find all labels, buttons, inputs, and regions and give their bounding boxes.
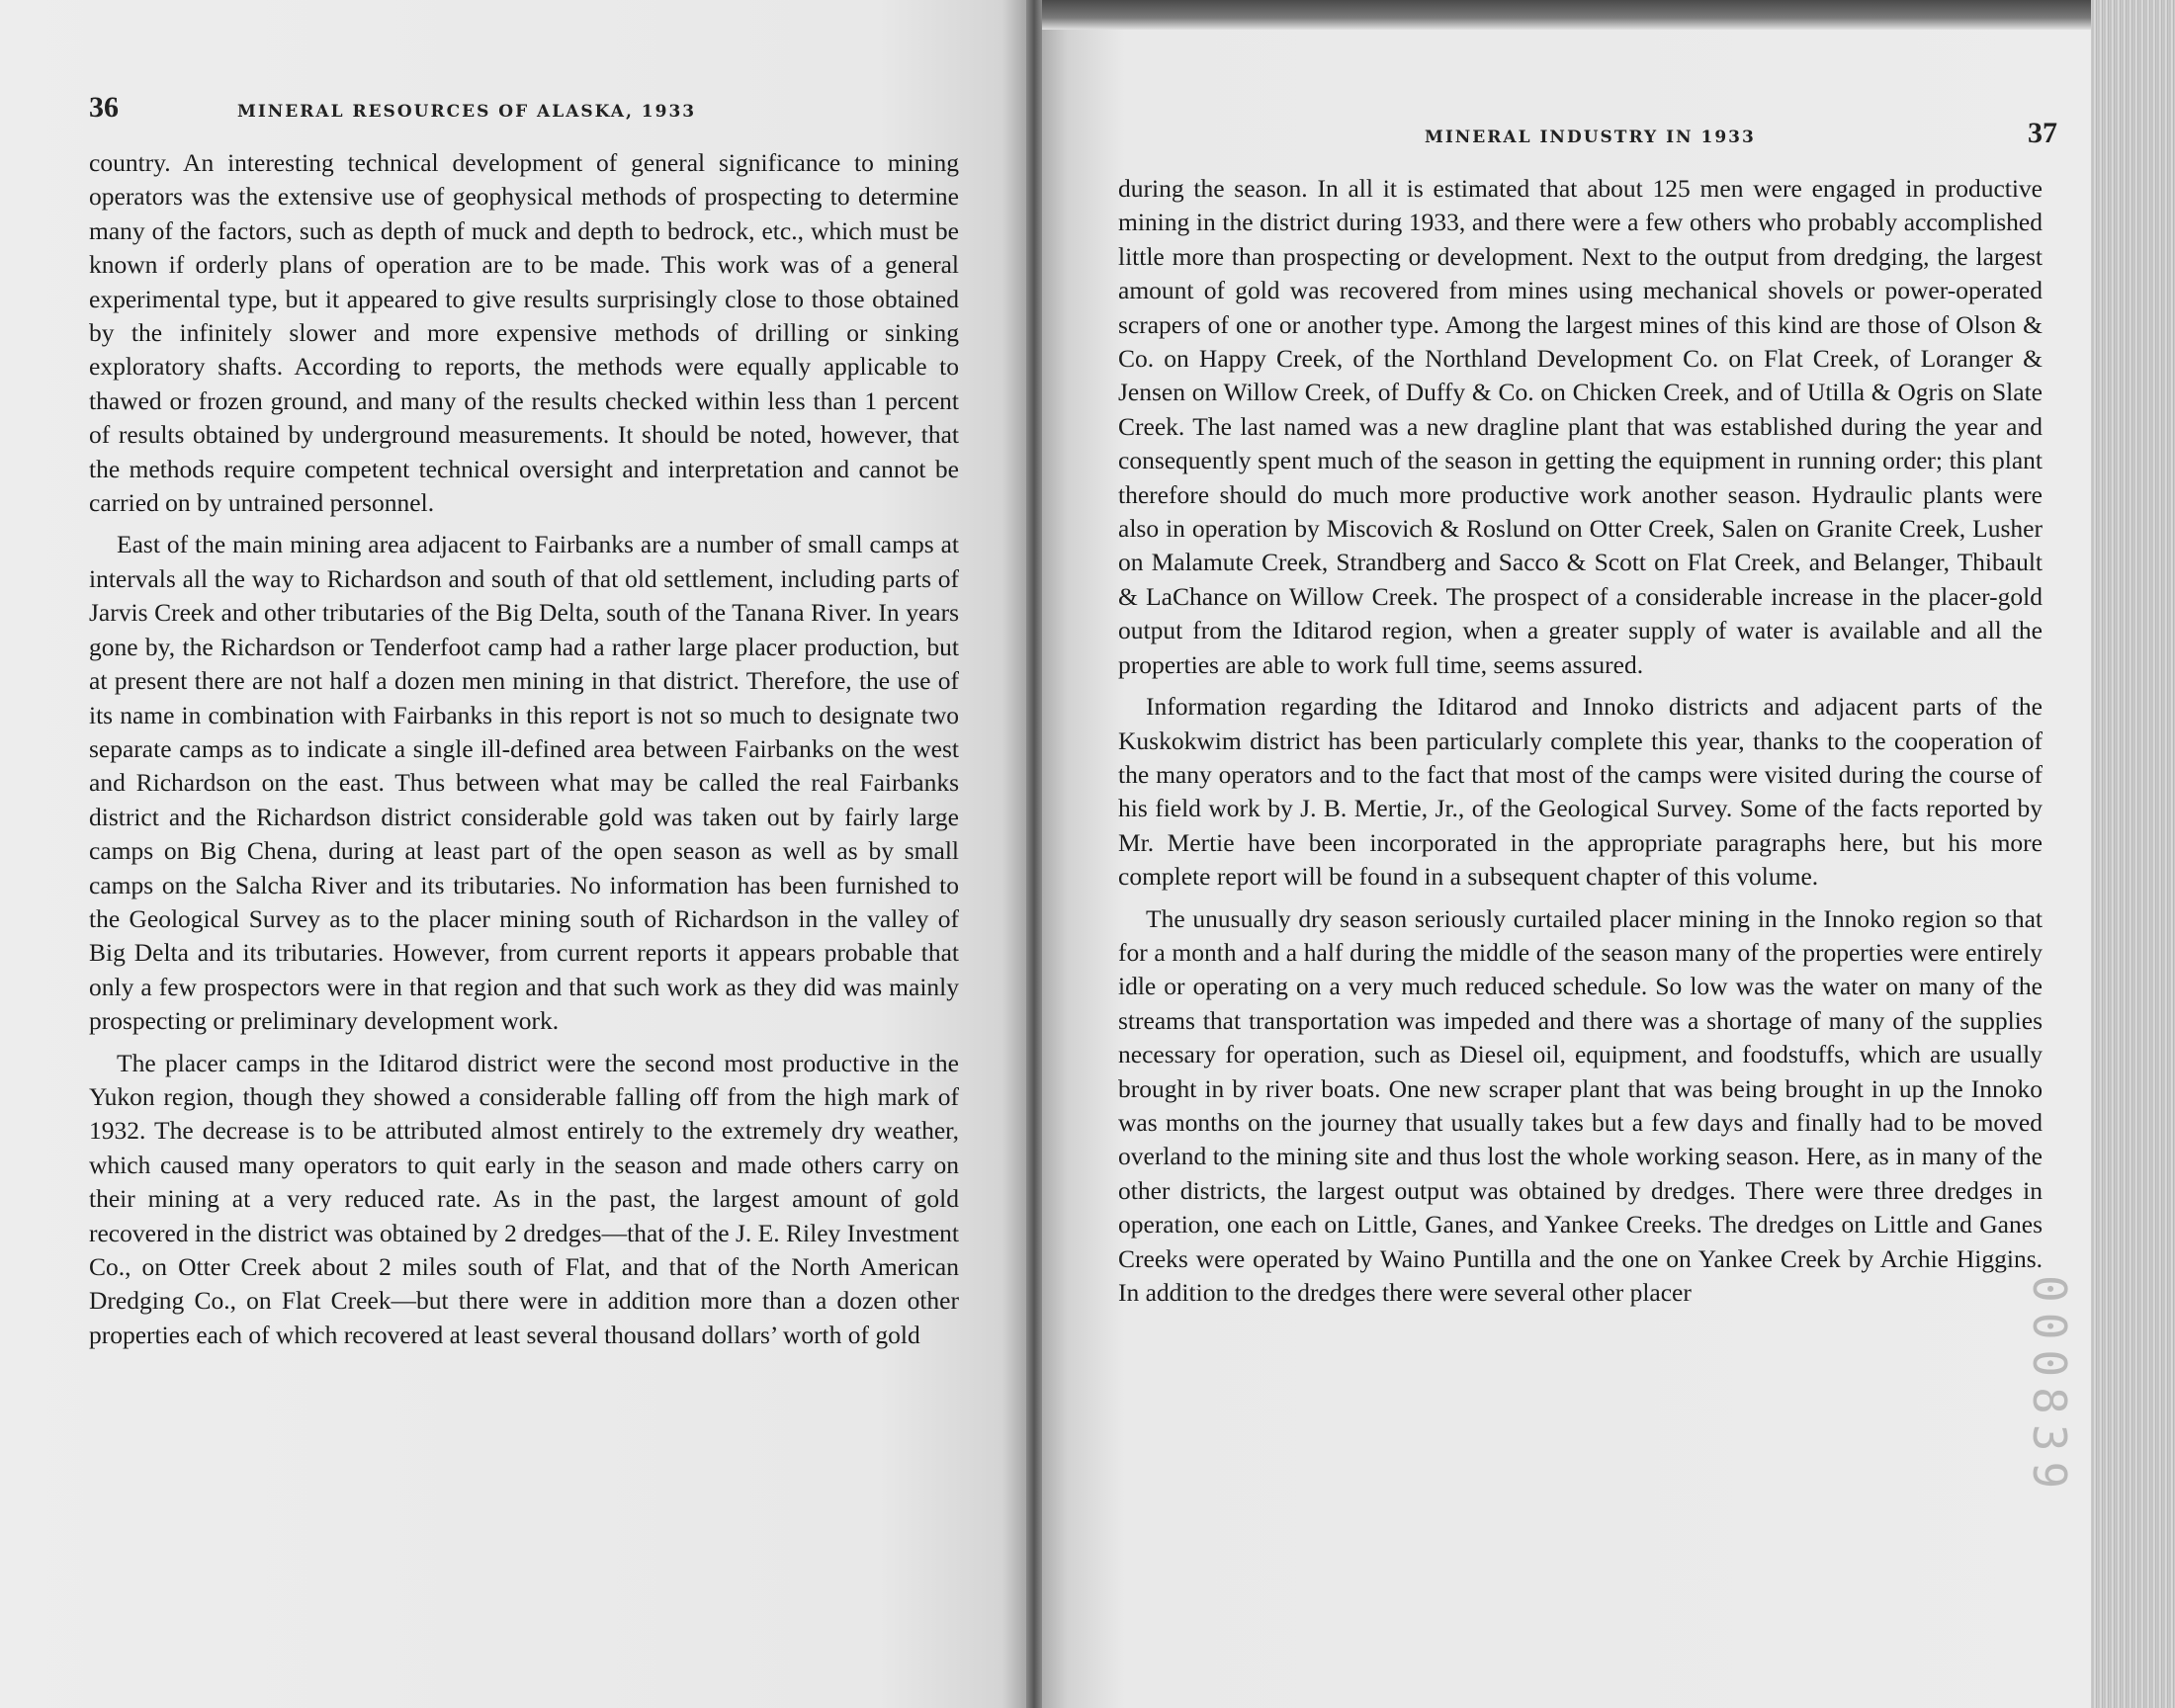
left-page: [0, 0, 1033, 1708]
paragraph: during the season. In all it is estimated that about 125 men were engaged in productive mining in the district during 1933, and there were a few others who probably accomplished little more than prospecting or development. Next to the output from dredging, the largest amount of gold was recovered from mines using mechanical shovels or power-operated scrapers of one or another type. Among the largest mines of this kind are those of Olson & Co. on Happy Creek, of the Northland Development Co. on Flat Creek, of Loranger & Jensen on Willow Creek, of Duffy & Co. on Chicken Creek, and of Utilla & Ogris on Slate Creek. The last named was a new dragline plant that was established during the year and consequently spent much of the season in getting the equipment in running order; this plant therefore should do much more productive work another season. Hydraulic plants were also in operation by Miscovich & Roslund on Otter Creek, Salen on Granite Creek, Lusher on Malamute Creek, Strandberg and Sacco & Scott on Flat Creek, and Belanger, Thibault & LaChance on Willow Creek. The prospect of a considerable increase in the placer-gold output from the Iditarod region, when a greater supply of water is available and all the properties are able to work full time, seems assured.: [1118, 174, 2043, 679]
left-page-number: 36: [89, 91, 119, 124]
right-running-head: [1118, 117, 2057, 150]
right-head-title: MINERAL INDUSTRY IN 1933: [1425, 128, 1756, 147]
page-top-edge-shadow: [1042, 0, 2175, 30]
paragraph: The unusually dry season seriously curtailed placer mining in the Innoko region so that for a month and a half during the middle of the season many of the properties were entirely idle or operating on a very much reduced schedule. So low was the water on many of the streams that transportation was impeded and there was a shortage of many of the supplies necessary for operation, such as Diesel oil, equipment, and foodstuffs, which are usually brought in by river boats. One new scraper plant that was being brought in up the Innoko was months on the journey that usually takes but a few days and finally had to be moved overland to the mining site and thus lost the whole working season. Here, as in many of the other districts, the largest output was obtained by dredges. There were three dredges in operation, one each on Little, Ganes, and Yankee Creeks. The dredges on Little and Ganes Creeks were operated by Waino Puntilla and the one on Yankee Creek by Archie Higgins. In addition to the dredges there were several other placer: [1118, 903, 2043, 1307]
book-gutter: [1026, 0, 1042, 1708]
right-page: [1033, 0, 2175, 1708]
paragraph: country. An interesting technical development of general significance to mining operators was the extensive use of geophysical methods of prospecting to determine many of the factors, such as depth of muck and depth to bedrock, etc., which must be known if orderly plans of operation are to be made. This work was of a general experimental type, but it appeared to give results surprisingly close to those obtained by the infinitely slower and more expensive methods of drilling or sinking exploratory shafts. According to reports, the methods were equally applicable to thawed or frozen ground, and many of the results checked within less than 1 percent of results obtained by underground measurements. It should be noted, however, that the methods require competent technical oversight and interpretation and cannot be carried on by untrained personnel.: [89, 148, 959, 518]
paragraph: The placer camps in the Iditarod district were the second most productive in the Yukon region, though they showed a considerable falling off from the high mark of 1932. The decrease is to be attributed almost entirely to the extremely dry weather, which caused many operators to quit early in the season and made others carry on their mining at a very reduced rate. As in the past, the largest amount of gold recovered in the district was obtained by 2 dredges—that of the J. E. Riley Investment Co., on Otter Creek about 2 miles south of Flat, and that of the North American Dredging Co., on Flat Creek—but there were in addition more than a dozen other properties each of which recovered at least several thousand dollars’ worth of gold: [89, 1048, 959, 1349]
paragraph: East of the main mining area adjacent to Fairbanks are a number of small camps at intervals all the way to Richardson and south of that old settlement, including parts of Jarvis Creek and other tributaries of the Big Delta, south of the Tanana River. In years gone by, the Richardson or Tenderfoot camp had a rather large placer production, but at present there are not half a dozen men mining in that district. Therefore, the use of its name in combination with Fairbanks in this report is not so much to designate two separate camps as to indicate a single ill-defined area between Fairbanks on the west and Richardson on the east. Thus between what may be called the real Fairbanks district and the Richardson district considerable gold was taken out by fairly large camps on Big Chena, during at least part of the open season as well as by small camps on the Salcha River and its tributaries. No information has been furnished to the Geological Survey as to the placer mining south of Richardson in the valley of Big Delta and its tributaries. However, from current reports it appears probable that only a few prospectors were in that region and that such work as they did was mainly prospecting or preliminary development work.: [89, 530, 959, 1036]
edge-stamp-number: 000839: [2023, 1275, 2076, 1499]
left-running-head: [89, 91, 959, 125]
left-head-title: MINERAL RESOURCES OF ALASKA, 1933: [237, 102, 697, 122]
page-stack-edge: [2091, 0, 2175, 1708]
paragraph: Information regarding the Iditarod and Innoko districts and adjacent parts of the Kuskokwim district has been particularly complete this year, thanks to the cooperation of the many operators and to the fact that most of the camps were visited during the course of his field work by J. B. Mertie, Jr., of the Geological Survey. Some of the facts reported by Mr. Mertie have been incorporated in the appropriate paragraphs here, but his more complete report will be found in a subsequent chapter of this volume.: [1118, 692, 2043, 892]
left-body-text: [89, 146, 959, 1352]
right-body-text: [1118, 172, 2043, 1310]
right-page-number: 37: [2028, 117, 2057, 149]
